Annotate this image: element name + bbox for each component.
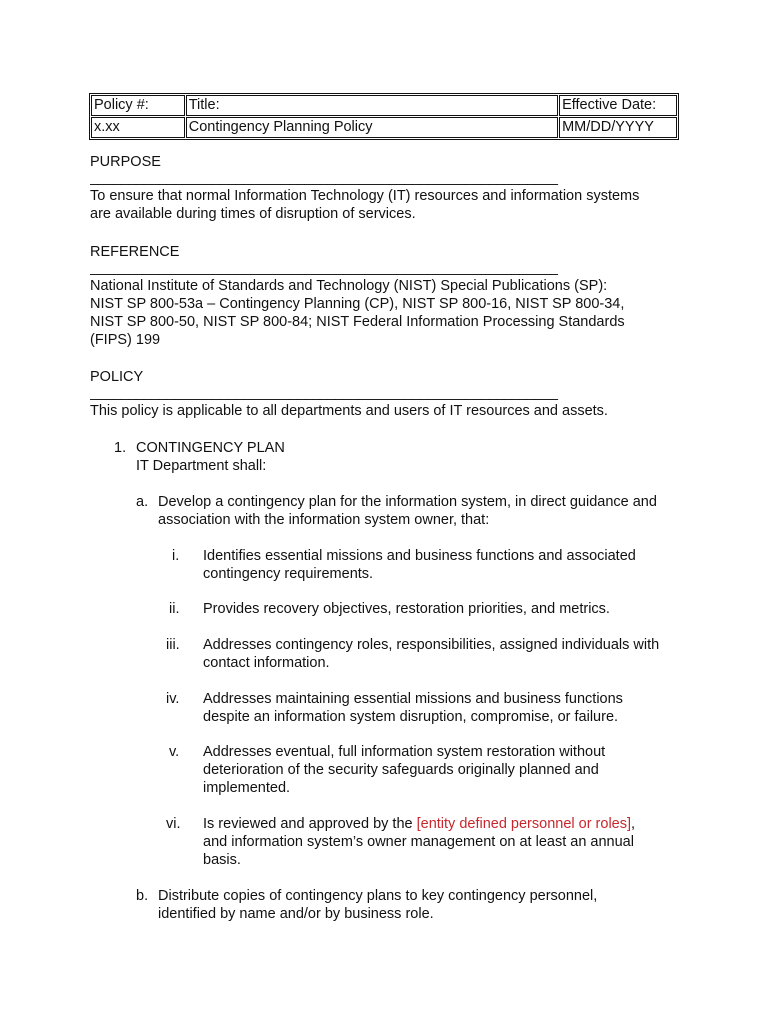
subitem-line: contingency requirements.	[203, 566, 374, 582]
subitem-line: Identifies essential missions and business functions and associated	[203, 548, 636, 564]
reference-line: National Institute of Standards and Technology (NIST) Special Publications (SP):	[90, 278, 608, 294]
subitem-iv	[203, 690, 768, 726]
subitem-ii	[203, 600, 768, 618]
item-1-number: 1.	[114, 440, 127, 456]
subitem-line: Addresses eventual, full information system restoration without	[203, 744, 606, 760]
subitem-line: deterioration of the security safeguards originally planned and	[203, 762, 599, 778]
subitem-iii	[203, 636, 768, 672]
purpose-line: are available during times of disruption of services.	[90, 206, 416, 222]
subitem-line: despite an information system disruption, compromise, or failure.	[203, 709, 619, 725]
subitem-iv-marker: iv.	[166, 691, 180, 707]
table-row	[91, 95, 677, 116]
title-value: Contingency Planning Policy	[186, 117, 558, 138]
effective-date-value: MM/DD/YYYY	[559, 117, 677, 138]
policy-rule: _____________________________________________________________	[90, 386, 558, 401]
subitem-v-marker: v.	[169, 744, 180, 760]
item-b-line: Distribute copies of contingency plans to key contingency personnel,	[158, 888, 598, 904]
subitem-text: Is reviewed and approved by the	[203, 816, 417, 832]
subitem-line: Addresses contingency roles, responsibilities, assigned individuals with	[203, 637, 660, 653]
purpose-section	[90, 153, 690, 223]
policy-heading: POLICY	[90, 369, 144, 385]
table-row	[91, 117, 677, 138]
subitem-line: contact information.	[203, 655, 330, 671]
reference-line: (FIPS) 199	[90, 332, 161, 348]
purpose-heading: PURPOSE	[90, 154, 161, 170]
purpose-rule: _____________________________________________________________	[90, 171, 558, 186]
subitem-line	[203, 815, 768, 833]
item-b	[158, 887, 758, 923]
policy-number-value: x.xx	[91, 117, 185, 138]
item-a	[158, 493, 758, 529]
subitem-vi-marker: vi.	[166, 816, 181, 832]
item-1	[136, 439, 736, 475]
subitem-line: Addresses maintaining essential missions and business functions	[203, 691, 623, 707]
item-b-line: identified by name and/or by business role.	[158, 906, 434, 922]
subitem-text: ,	[631, 816, 636, 832]
reference-section	[90, 243, 690, 349]
item-1-title: CONTINGENCY PLAN	[136, 440, 285, 456]
item-a-marker: a.	[136, 494, 149, 510]
policy-header-table	[89, 93, 679, 140]
effective-date-label: Effective Date:	[559, 95, 677, 116]
subitem-v	[203, 743, 768, 797]
title-label: Title:	[186, 95, 558, 116]
reference-line: NIST SP 800-53a – Contingency Planning (CP), NIST SP 800-16, NIST SP 800-34,	[90, 296, 625, 312]
subitem-line: basis.	[203, 852, 241, 868]
subitem-i	[203, 547, 768, 583]
policy-section	[90, 368, 690, 420]
purpose-line: To ensure that normal Information Technology (IT) resources and information systems	[90, 188, 640, 204]
subitem-line: Provides recovery objectives, restoration priorities, and metrics.	[203, 601, 610, 617]
item-b-marker: b.	[136, 888, 149, 904]
reference-heading: REFERENCE	[90, 244, 180, 260]
subitem-ii-marker: ii.	[169, 601, 180, 617]
reference-line: NIST SP 800-50, NIST SP 800-84; NIST Federal Information Processing Standards	[90, 314, 625, 330]
reference-rule: _____________________________________________________________	[90, 261, 558, 276]
placeholder-highlight: [entity defined personnel or roles]	[416, 816, 632, 832]
subitem-vi	[203, 815, 768, 869]
item-1-subtitle: IT Department shall:	[136, 458, 267, 474]
policy-number-label: Policy #:	[91, 95, 185, 116]
item-a-line: association with the information system owner, that:	[158, 512, 490, 528]
subitem-i-marker: i.	[172, 548, 180, 564]
subitem-line: and information system’s owner management on at least an annual	[203, 834, 634, 850]
item-a-line: Develop a contingency plan for the information system, in direct guidance and	[158, 494, 657, 510]
subitem-line: implemented.	[203, 780, 291, 796]
policy-line: This policy is applicable to all departments and users of IT resources and assets.	[90, 403, 608, 419]
subitem-iii-marker: iii.	[166, 637, 180, 653]
